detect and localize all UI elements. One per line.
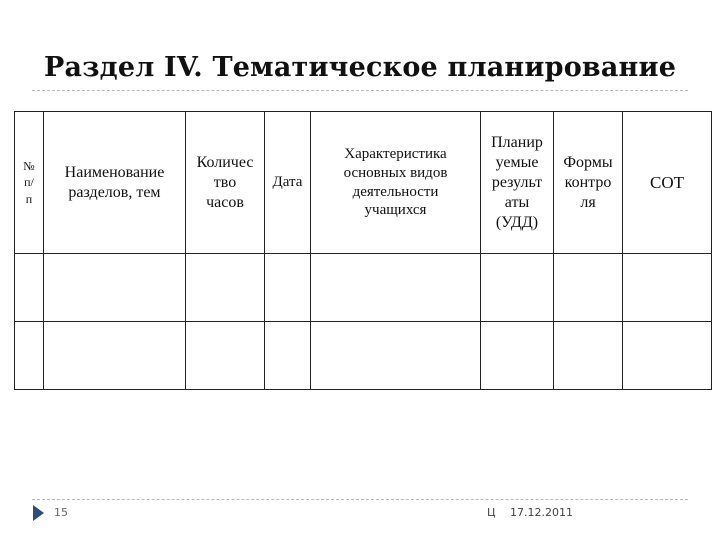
table-cell [623,254,712,322]
footer-date: 17.12.2011 [510,506,573,519]
table-cell [311,322,481,390]
table-cell [44,322,186,390]
table-cell [265,254,311,322]
footer-divider [32,499,688,500]
table-cell [44,254,186,322]
page-title: Раздел IV. Тематическое планирование [44,52,677,83]
table-row [15,254,712,322]
table-cell [265,322,311,390]
table-cell [186,322,265,390]
play-arrow-icon [33,505,44,521]
header-sot: СОТ [623,112,712,254]
table-cell [554,322,623,390]
table-cell [15,322,44,390]
table-row [15,322,712,390]
title-divider [32,90,688,91]
table-cell [481,254,554,322]
planning-table [14,111,712,390]
header-number: № п/ п [15,112,44,254]
header-control-forms: Формы контро ля [554,112,623,254]
header-activity-characteristics: Характеристика основных видов деятельности учащихся [311,112,481,254]
table-cell [15,254,44,322]
header-planned-results: Планир уемые результ аты (УДД) [481,112,554,254]
table-cell [623,322,712,390]
table-cell [186,254,265,322]
table-cell [481,322,554,390]
table-header-row [15,112,712,254]
header-date: Дата [265,112,311,254]
header-section-names: Наименование разделов, тем [44,112,186,254]
table-cell [554,254,623,322]
table-cell [311,254,481,322]
page-number: 15 [54,506,68,519]
header-hours: Количес тво часов [186,112,265,254]
footer-mark: Ц [487,506,496,519]
